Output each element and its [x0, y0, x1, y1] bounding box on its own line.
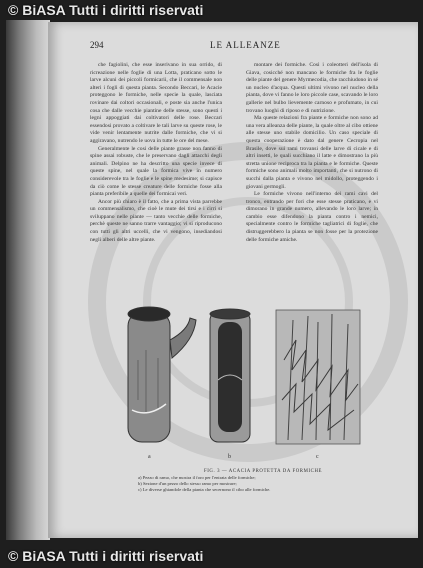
running-title: LE ALLEANZE [210, 40, 281, 50]
text-column-right [246, 62, 378, 294]
paragraph: Ma queste relazioni fra piante e formiche non sono ad una vera alleanza delle piante, la quale oltre al cibo ottiene alle stesse uno stabile domicilio. Un caso speciale di questa cooperazione è dato dal genere Cecropia nel Brasile, dove sui rami trovansi delle larve di cicale e di altri insetti, le quali succhiano il latte e dimostrano la più stretta unione reciproca tra la pianta e le formiche. Queste formiche sono animali molto importanti, che si nutrono di succhi dalla pianta e vivono nel midollo, proteggendo i giovani germogli. [246, 115, 378, 190]
figure-caption [138, 469, 388, 493]
caption-title: FIG. 3 — ACACIA PROTETTA DA FORMICHE [203, 469, 323, 474]
figure-a-branch [128, 307, 196, 442]
text-column-left [90, 62, 222, 294]
paragraph: Ancor più chiaro è il fatto, che a prima vista parrebbe un commensalismo, che cioè le mute dei tirsi e i cirri si sviluppano nelle piante — tanto vecchie delle formiche, perchè queste ne sanno trarre vantaggio; vi si riproducono con tutti gli altri uccelli, che vi vengono, insediandosi negli alberi delle altre piante. [90, 198, 222, 243]
watermark-bottom: © BiASA Tutti i diritti riservati [8, 548, 204, 564]
paragraph: che fagiolini, che esse inserivano in sua orrido, di ricreazione nelle foglie di una Lotta, praticano sotto le larve alcuni dei piccoli formicarii, che il commensale non alteri i fogli di questa pianta. Secondo Beccari, le Acacie proteggono le formiche, nelle specie la quale, lasciata rovinare dai coltori occasionali, e poste sia anche l'unica cosa che dalle vecchie piantine delle stesse, sono questi i legni appoggiati dai coltivatori delle rose. Beccari essendosi provato a coltivare le tali larve su queste rose, le vide venir lentamente nutrite dalle formiche, che vi si aggiravano, nutrendo le uova in tutte le ore del mese. [90, 62, 222, 144]
book-spine-edge [6, 20, 50, 540]
caption-line: c) Le diverse ghiandole della pianta che secernono il cibo alle formiche. [138, 487, 271, 492]
caption-line: a) Pezzo di ramo, che mostra il foro per l'entrata delle formiche; [138, 475, 256, 480]
figure-label-c: c [316, 454, 319, 460]
figure-b-section [210, 309, 250, 442]
page-header [90, 40, 390, 52]
watermark-top: © BiASA Tutti i diritti riservati [8, 2, 204, 18]
illustration-acacia-branches [118, 300, 368, 462]
page-number: 294 [90, 40, 104, 50]
paragraph: Generalmente le cosi delle piante grasse non fanno di spine assai robuste, che le preservano dagli attacchi degli animali. Delpino ne ha descritto una specie invece di queste spine, nel quale la formica vive in numero considerevole tra le foglie e le spine medesime; si capisce da ciò come le stesse creature delle formiche fosse alla pianta preferibile a quelle dei formicai veri. [90, 145, 222, 198]
figure-label-b: b [228, 454, 231, 460]
figure-c-leaves [276, 310, 360, 444]
paragraph: Le formiche vivono nell'interno dei rami cavi del tronco, entrando per fori che esse stesse praticano, e vi dimorano in grande numero, allevando le loro larve; in cambio esse difendono la pianta contro i nemici, specialmente contro le formiche tagliatrici di foglie, che distruggerebbero la pianta se non fosse per la protezione delle formiche amiche. [246, 191, 378, 243]
caption-line: b) Sezione d'un pezzo dello stesso ramo per mostrare; [138, 481, 237, 486]
figure-label-a: a [148, 454, 151, 460]
paragraph: montare dei formiche. Così i coleotteri dell'isola di Giava, cosicché non mancano le formiche fra le foglie delle piante del genere Myrmecodia, che racchiudono in sé un nucleo d'acqua. Questi ultimi vivono nel nucleo della pianta, dove vi fanno le loro piccole case, scavando le loro gallerie nel bulbo lievemente carnoso e profumato, in cui trovano luoghi di riposo e di nutrizione. [246, 62, 378, 114]
book-page [48, 22, 418, 538]
